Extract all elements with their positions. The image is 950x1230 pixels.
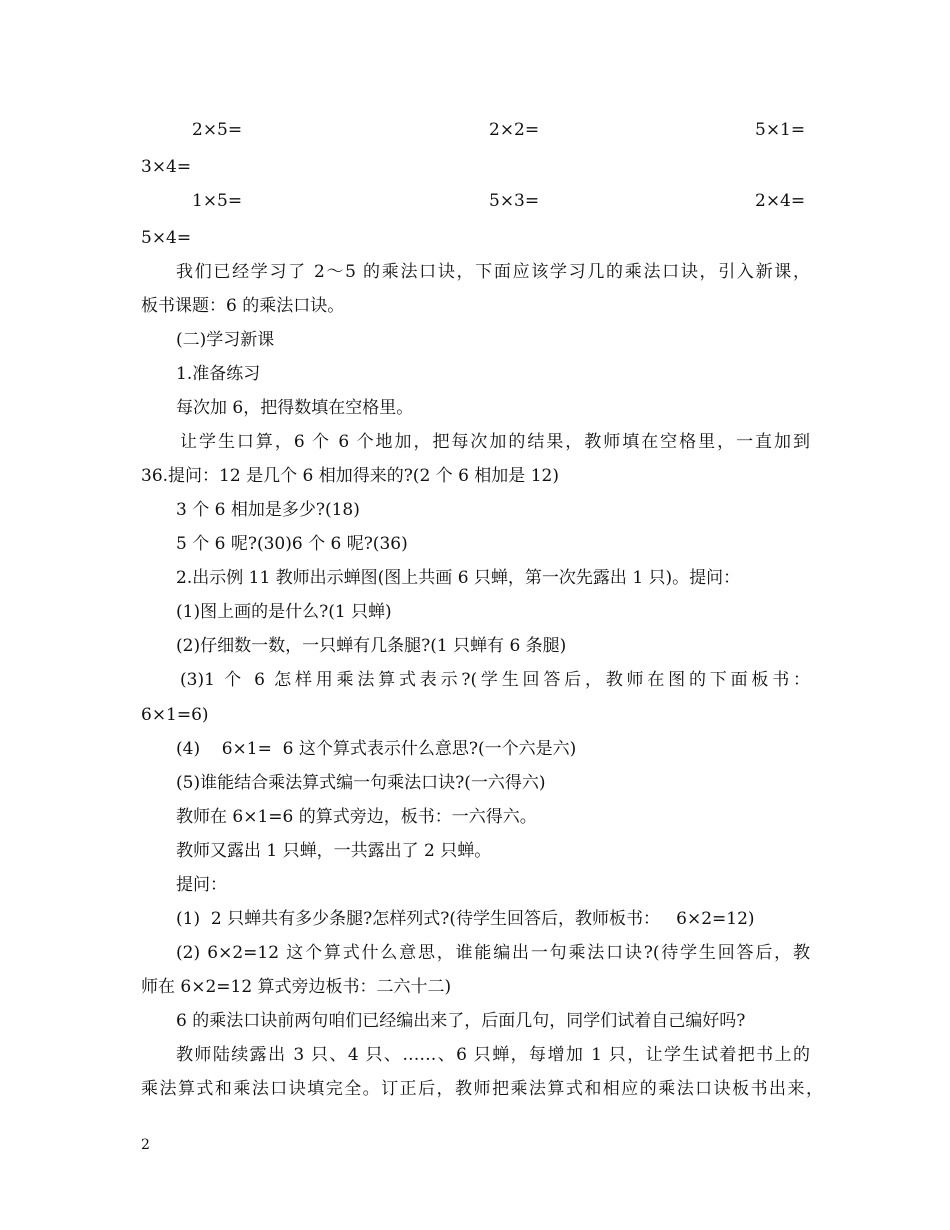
exercise-item: 3×4=: [141, 157, 192, 177]
paragraph-line: 5 个 6 呢?(30)6 个 6 呢?(36): [176, 534, 408, 554]
exercise-item: 2×2=: [489, 120, 540, 140]
paragraph-line: (3)1 个 6 怎样用乘法算式表示?(学生回答后，教师在图的下面板书：: [180, 670, 810, 690]
paragraph-line: 教师又露出 1 只蝉，一共露出了 2 只蝉。: [176, 841, 492, 861]
paragraph-line: 每次加 6，把得数填在空格里。: [176, 398, 414, 418]
paragraph-line: 我们已经学习了 2～5 的乘法口诀，下面应该学习几的乘法口诀，引入新课，: [176, 262, 810, 282]
exercise-item: 5×1=: [755, 120, 806, 140]
step-heading: 2.出示例 11 教师出示蝉图(图上共画 6 只蝉，第一次先露出 1 只)。提问：: [176, 568, 741, 588]
paragraph-line: 让学生口算，6 个 6 个地加，把每次加的结果，教师填在空格里，一直加到: [180, 432, 810, 452]
paragraph-line: 提问：: [176, 875, 227, 895]
exercise-item: 5×3=: [489, 191, 540, 211]
paragraph-line: 6 的乘法口诀前两句咱们已经编出来了，后面几句，同学们试着自己编好吗?: [176, 1011, 746, 1031]
paragraph-line: 6×1=6): [141, 705, 209, 725]
paragraph-line: (2) 6×2=12 这个算式什么意思，谁能编出一句乘法口诀?(待学生回答后，教: [176, 943, 810, 963]
paragraph-line: (4) 6×1= 6 这个算式表示什么意思?(一个六是六): [176, 739, 577, 759]
paragraph-line: (5)谁能结合乘法算式编一句乘法口诀?(一六得六): [176, 773, 546, 793]
step-heading: 1.准备练习: [176, 364, 261, 384]
paragraph-line: (1) 2 只蝉共有多少条腿?怎样列式?(待学生回答后，教师板书： 6×2=12): [176, 909, 755, 929]
exercise-item: 2×5=: [192, 120, 243, 140]
paragraph-line: 3 个 6 相加是多少?(18): [176, 500, 360, 520]
paragraph-line: (2)仔细数一数，一只蝉有几条腿?(1 只蝉有 6 条腿): [176, 636, 567, 656]
paragraph-line: 师在 6×2=12 算式旁边板书：二六十二): [141, 977, 452, 997]
paragraph-line: 乘法算式和乘法口诀填完全。订正后，教师把乘法算式和相应的乘法口诀板书出来，: [141, 1079, 823, 1099]
exercise-item: 1×5=: [192, 191, 243, 211]
paragraph-line: 36.提问：12 是几个 6 相加得来的?(2 个 6 相加是 12): [141, 466, 559, 486]
paragraph-line: 板书课题：6 的乘法口诀。: [141, 296, 345, 316]
paragraph-line: 教师在 6×1=6 的算式旁边，板书：一六得六。: [176, 807, 537, 827]
paragraph-line: 教师陆续露出 3 只、4 只、……、6 只蝉，每增加 1 只，让学生试着把书上的: [176, 1045, 810, 1065]
paragraph-line: (1)图上画的是什么?(1 只蝉): [176, 602, 392, 622]
page-number: 2: [141, 1137, 150, 1153]
exercise-item: 2×4=: [755, 191, 806, 211]
exercise-item: 5×4=: [141, 228, 192, 248]
section-heading: (二)学习新课: [176, 330, 275, 350]
